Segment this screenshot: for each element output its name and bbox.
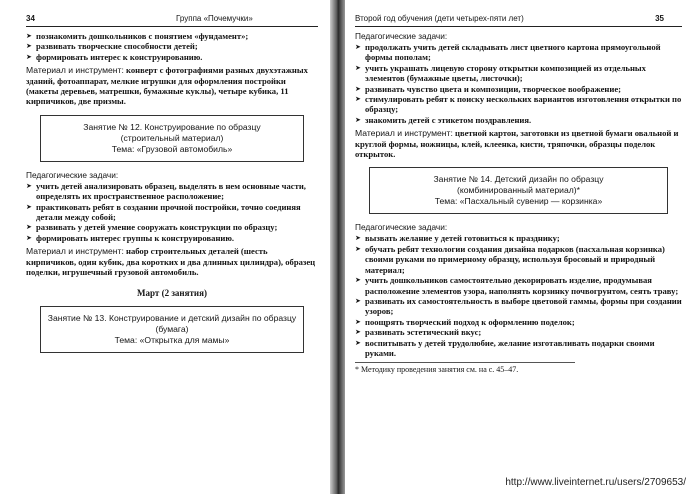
bullet-item: ➤ знакомить детей с этикетом поздравления. [355, 115, 682, 125]
bullet-item: ➤ формировать интерес группы к конструированию. [26, 233, 318, 243]
bullet-item: ➤ формировать интерес к конструированию. [26, 52, 318, 62]
lesson-theme: Тема: «Грузовой автомобиль» [111, 143, 233, 154]
bullet-item: ➤ поощрять творческий подход к оформлению поделок; [355, 317, 682, 327]
materials-label: Материал и инструмент: [355, 128, 453, 139]
bullet-item: ➤ учить украшать лицевую сторону открытки композицией из отдельных элементов (бумажные цветы, листочки); [355, 63, 682, 84]
bullet-item: ➤ воспитывать у детей трудолюбие, желание изготавливать подарки своими руками. [355, 338, 682, 359]
bullet-list [26, 31, 318, 62]
lesson-title: Занятие № 12. Конструирование по образцу [83, 121, 261, 132]
bullet-list [355, 233, 682, 358]
bullet-item: ➤ продолжать учить детей складывать лист цветного картона прямоугольной формы пополам; [355, 42, 682, 63]
footnote: * Методику проведения занятия см. на с. 45–47. [355, 362, 575, 374]
bullet-item: ➤ обучать ребят технологии создания дизайна подарков (пасхальная корзинка) своими руками по примерному образцу, используя бросовый и природный материал; [355, 244, 682, 275]
bullet-list [355, 42, 682, 125]
lesson-title: Занятие № 13. Конструирование и детский дизайн по образцу [47, 312, 297, 323]
lesson-title: Занятие № 14. Детский дизайн по образцу [433, 174, 604, 185]
lesson-14-box [369, 167, 668, 214]
watermark-url: http://www.liveinternet.ru/users/2709653/ [505, 477, 686, 488]
materials-text: цветной картон, заготовки из цветной бумаги овальной и круглой формы, ножницы, клей, клеенка, кисти, тряпочки, образцы поделок открыток. [355, 128, 679, 160]
tasks-label: Педагогические задачи: [355, 31, 448, 41]
bullet-list [26, 181, 318, 243]
lesson-material: (комбинированный материал)* [457, 185, 580, 196]
month-heading: Март (2 занятия) [137, 287, 207, 298]
left-page [0, 0, 330, 494]
bullet-item: ➤ развивать творческие способности детей; [26, 41, 318, 51]
materials-text: набор строительных деталей (шесть кирпичиков, один кубик, два коротких и два длинных цилиндра), образец поделки, игрушечный грузовой автомобиль. [26, 246, 316, 278]
bullet-item: ➤ развивать у детей умение сооружать конструкции по образцу; [26, 222, 318, 232]
bullet-item: ➤ практиковать ребят в создании прочной постройки, точно соединяя детали между собой; [26, 202, 318, 223]
materials-label: Материал и инструмент: [26, 246, 124, 257]
bullet-item: ➤ вызвать желание у детей готовиться к празднику; [355, 233, 682, 243]
bullet-item: ➤ стимулировать ребят к поиску нескольких вариантов изготовления открытки по образцу; [355, 94, 682, 115]
right-page-header [355, 14, 682, 27]
lesson-theme: Тема: «Пасхальный сувенир — корзинка» [434, 196, 603, 207]
materials-text: конверт с фотографиями разных двухэтажных зданий, фотоаппарат, мелкие игрушки для оформления постройки (макеты деревьев, матрешки, бумажные куклы), четыре кубика, 11 кирпичиков, две призмы. [26, 65, 308, 107]
bullet-item: ➤ развивать чувство цвета и композиции, творческое воображение; [355, 84, 682, 94]
bullet-item: ➤ развивать их самостоятельность в выборе цветовой гаммы, формы при создании узоров; [355, 296, 682, 317]
bullet-item: ➤ учить дошкольников самостоятельно декорировать изделие, продумывая расположение элементов узора, наполнять корзинку почвогрунтом, сеять траву; [355, 275, 682, 296]
materials-paragraph [26, 246, 318, 277]
bullet-item: ➤ учить детей анализировать образец, выделять в нем основные части, определять их пространственное расположение; [26, 181, 318, 202]
lesson-material: (строительный материал) [120, 132, 224, 143]
page-number: 34 [26, 14, 35, 23]
tasks-label: Педагогические задачи: [26, 169, 119, 180]
materials-label: Материал и инструмент: [26, 65, 124, 76]
tasks-label: Педагогические задачи: [355, 222, 448, 233]
bullet-item: ➤ развивать эстетический вкус; [355, 327, 682, 337]
lesson-material: (бумага) [155, 323, 189, 334]
lesson-12-box [40, 115, 304, 162]
book-gutter [330, 0, 345, 494]
running-title: Группа «Почемучки» [176, 14, 253, 23]
left-page-header [26, 14, 318, 27]
running-title: Второй год обучения (дети четырех-пяти лет) [355, 14, 524, 23]
page-number: 35 [655, 14, 664, 23]
right-page [345, 0, 700, 494]
lesson-13-box [40, 306, 304, 353]
lesson-theme: Тема: «Открытка для мамы» [114, 334, 230, 345]
materials-paragraph [355, 128, 682, 159]
materials-paragraph [26, 65, 318, 107]
bullet-item: ➤ познакомить дошкольников с понятием «фундамент»; [26, 31, 318, 41]
